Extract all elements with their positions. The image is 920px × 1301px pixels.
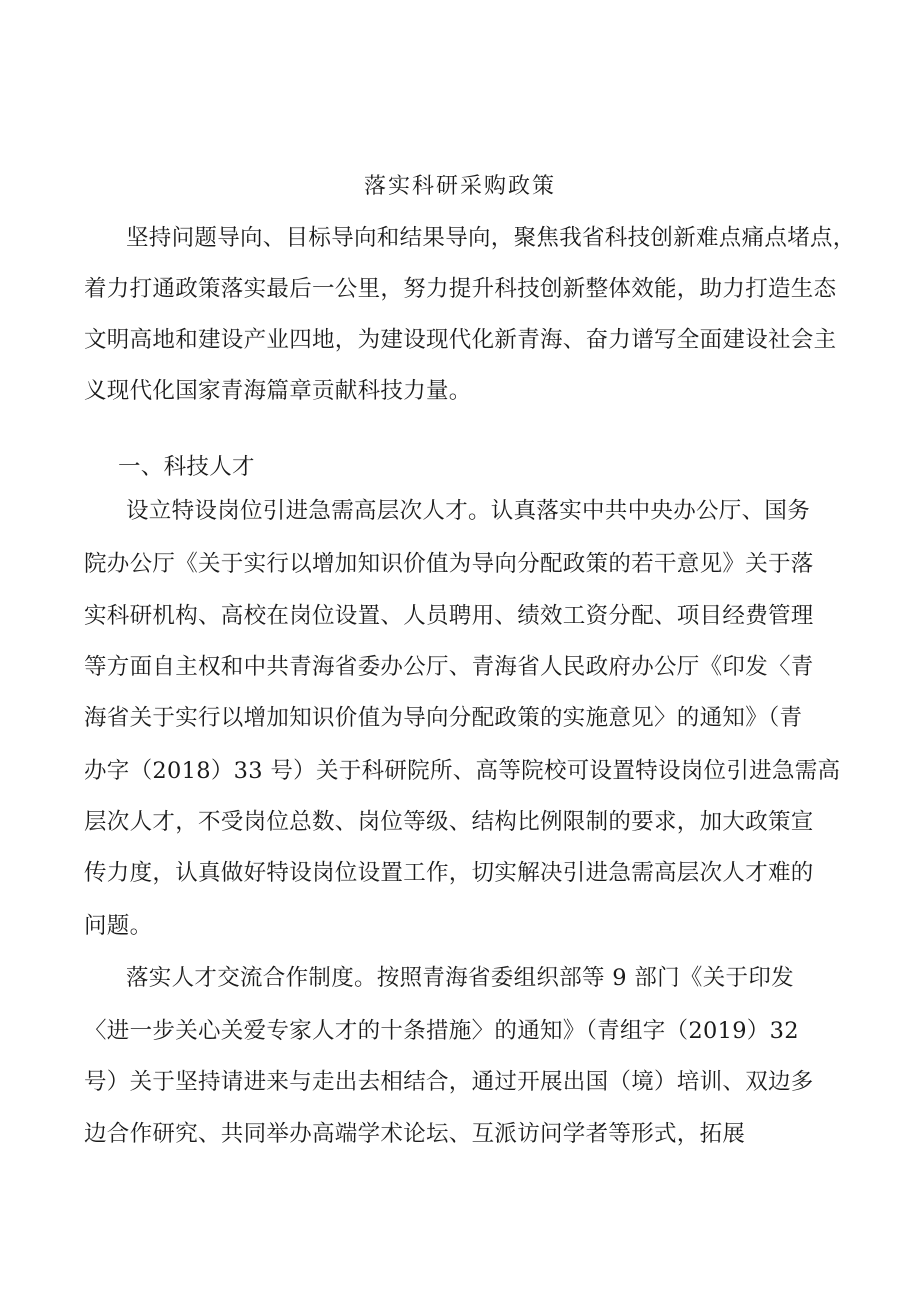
paragraph-line: 〈进一步关心关爱专家人才的十条措施〉的通知》（青组字（2019）32 (84, 1018, 799, 1044)
paragraph-line: 层次人才，不受岗位总数、岗位等级、结构比例限制的要求，加大政策宣 (84, 809, 814, 835)
paragraph-line: 海省关于实行以增加知识价值为导向分配政策的实施意见〉的通知》（青 (84, 705, 803, 731)
section-heading: 一、科技人才 (118, 454, 255, 480)
paragraph-line: 问题。 (84, 913, 153, 939)
intro-line: 文明高地和建设产业四地，为建设现代化新青海、奋力谱写全面建设社会主 (84, 327, 837, 353)
paragraph-line: 落实人才交流合作制度。按照青海省委组织部等 9 部门《关于印发 (126, 965, 794, 991)
intro-line: 坚持问题导向、目标导向和结果导向，聚焦我省科技创新难点痛点堵点， (126, 225, 856, 251)
paragraph-line: 设立特设岗位引进急需高层次人才。认真落实中共中央办公厅、国务 (126, 498, 811, 524)
paragraph-line: 院办公厅《关于实行以增加知识价值为导向分配政策的若干意见》关于落 (84, 551, 814, 577)
paragraph-line: 边合作研究、共同举办高端学术论坛、互派访问学者等形式，拓展 (84, 1121, 746, 1147)
intro-line: 义现代化国家青海篇章贡献科技力量。 (84, 378, 472, 404)
paragraph-line: 实科研机构、高校在岗位设置、人员聘用、绩效工资分配、项目经费管理 (84, 603, 814, 629)
paragraph-line: 传力度，认真做好特设岗位设置工作，切实解决引进急需高层次人才难的 (84, 860, 814, 886)
intro-line: 着力打通政策落实最后一公里，努力提升科技创新整体效能，助力打造生态 (84, 276, 837, 302)
paragraph-line: 等方面自主权和中共青海省委办公厅、青海省人民政府办公厅《印发〈青 (84, 654, 814, 680)
paragraph-line: 办字（2018）33 号）关于科研院所、高等院校可设置特设岗位引进急需高 (84, 758, 841, 784)
document-title: 落实科研采购政策 (363, 174, 556, 199)
paragraph-line: 号）关于坚持请进来与走出去相结合，通过开展出国（境）培训、双边多 (84, 1069, 814, 1095)
